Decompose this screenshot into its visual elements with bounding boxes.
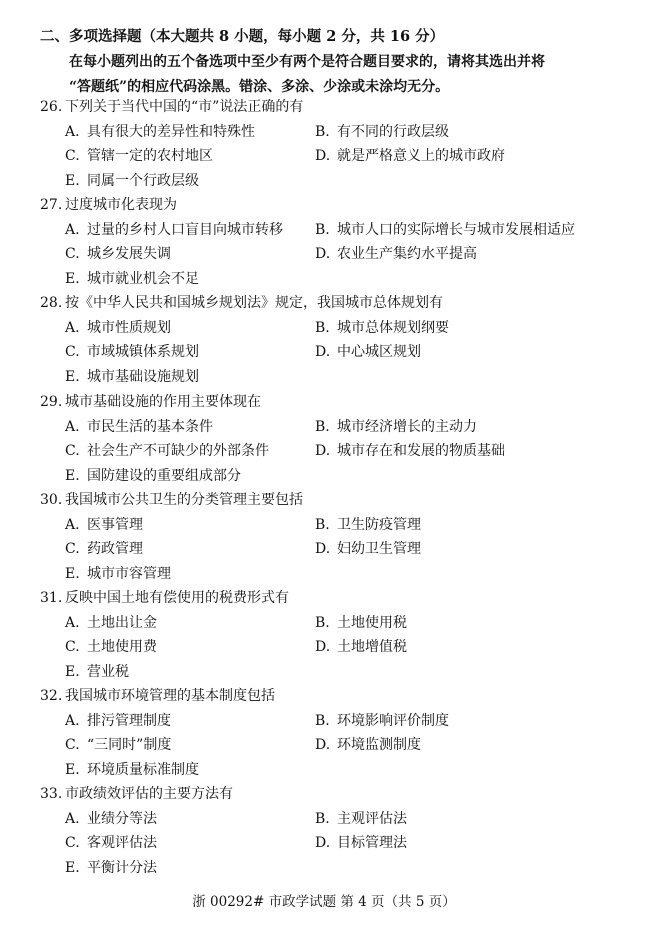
option-b: B. 城市人口的实际增长与城市发展相适应 — [315, 221, 575, 238]
option-a: A. 具有很大的差异性和特殊性 — [65, 123, 255, 140]
question-28 — [40, 291, 620, 389]
question-stem: 反映中国土地有偿使用的税费形式有 — [65, 590, 289, 606]
question-31 — [40, 586, 620, 684]
option-b: B. 卫生防疫管理 — [315, 516, 421, 533]
option-a: A. 土地出让金 — [65, 614, 157, 631]
option-d: D. 城市存在和发展的物质基础 — [315, 443, 505, 459]
question-33 — [40, 782, 620, 880]
option-a: A. 业绩分等法 — [65, 810, 157, 827]
question-number: 29. — [40, 394, 63, 410]
option-e: E. 城市市容管理 — [65, 565, 171, 582]
option-d: D. 目标管理法 — [315, 835, 407, 851]
question-stem: 我国城市公共卫生的分类管理主要包括 — [65, 492, 303, 508]
option-c: C. 药政管理 — [65, 541, 143, 557]
option-a: A. 城市性质规划 — [65, 319, 171, 336]
question-number: 26. — [40, 99, 63, 115]
option-a: A. 过量的乡村人口盲目向城市转移 — [65, 221, 283, 238]
option-d: D. 环境监测制度 — [315, 737, 421, 753]
page-footer: 浙 00292# 市政学试题 第 4 页（共 5 页） — [192, 894, 456, 910]
section-title: 二、多项选择题（本大题共 8 小题，每小题 2 分，共 16 分） — [40, 28, 445, 45]
option-b: B. 土地使用税 — [315, 614, 407, 631]
option-e: E. 城市基础设施规划 — [65, 368, 199, 385]
option-c: C. 客观评估法 — [65, 835, 157, 851]
option-c: C. 城乡发展失调 — [65, 246, 171, 262]
option-c: C. 市域城镇体系规划 — [65, 344, 199, 360]
question-30 — [40, 488, 620, 586]
question-stem: 按《中华人民共和国城乡规划法》规定，我国城市总体规划有 — [65, 295, 443, 311]
question-stem: 城市基础设施的作用主要体现在 — [65, 394, 261, 410]
question-stem: 过度城市化表现为 — [65, 197, 177, 213]
question-stem: 我国城市环境管理的基本制度包括 — [65, 688, 275, 704]
question-32 — [40, 684, 620, 782]
question-stem: 市政绩效评估的主要方法有 — [65, 786, 233, 802]
option-b: B. 城市经济增长的主动力 — [315, 418, 477, 435]
option-e: E. 环境质量标准制度 — [65, 761, 199, 778]
option-b: B. 有不同的行政层级 — [315, 123, 449, 140]
option-c: C. 管辖一定的农村地区 — [65, 148, 213, 164]
option-e: E. 国防建设的重要组成部分 — [65, 467, 241, 484]
question-number: 33. — [40, 786, 63, 802]
question-number: 32. — [40, 688, 63, 704]
section-instruction-line-2: “答题纸”的相应代码涂黑。错涂、多涂、少涂或未涂均无分。 — [69, 79, 450, 95]
option-c: C. 土地使用费 — [65, 639, 157, 655]
option-a: A. 医事管理 — [65, 516, 143, 533]
option-c: C. “三同时”制度 — [65, 737, 172, 753]
option-e: E. 平衡计分法 — [65, 859, 157, 876]
question-27 — [40, 193, 620, 291]
question-number: 28. — [40, 295, 63, 311]
option-d: D. 妇幼卫生管理 — [315, 541, 421, 557]
question-29 — [40, 390, 620, 488]
option-b: B. 城市总体规划纲要 — [315, 319, 449, 336]
question-26 — [40, 95, 620, 193]
option-d: D. 土地增值税 — [315, 639, 407, 655]
option-d: D. 农业生产集约水平提高 — [315, 246, 477, 262]
option-e: E. 城市就业机会不足 — [65, 270, 199, 287]
option-a: A. 排污管理制度 — [65, 712, 171, 729]
option-a: A. 市民生活的基本条件 — [65, 418, 213, 435]
option-c: C. 社会生产不可缺少的外部条件 — [65, 443, 269, 459]
option-d: D. 就是严格意义上的城市政府 — [315, 148, 505, 164]
question-number: 31. — [40, 590, 63, 606]
question-number: 30. — [40, 492, 63, 508]
option-b: B. 环境影响评价制度 — [315, 712, 449, 729]
question-stem: 下列关于当代中国的“市”说法正确的有 — [65, 99, 304, 115]
option-e: E. 营业税 — [65, 663, 129, 680]
question-number: 27. — [40, 197, 63, 213]
option-e: E. 同属一个行政层级 — [65, 172, 199, 189]
section-instruction-line-1: 在每小题列出的五个备选项中至少有两个是符合题目要求的，请将其选出并将 — [69, 54, 545, 70]
option-d: D. 中心城区规划 — [315, 344, 421, 360]
option-b: B. 主观评估法 — [315, 810, 407, 827]
